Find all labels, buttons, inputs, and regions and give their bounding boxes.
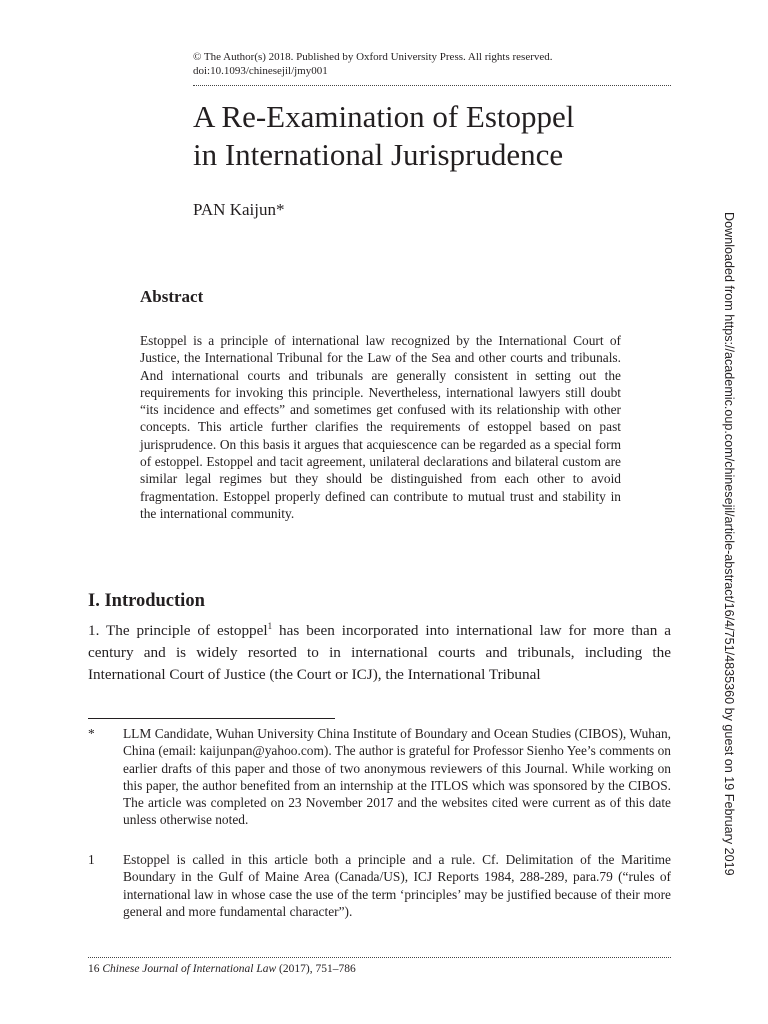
footnote-mark: 1 bbox=[88, 852, 95, 867]
footnote-separator bbox=[88, 718, 335, 719]
copyright-notice bbox=[193, 50, 553, 78]
doi-line: doi:10.1093/chinesejil/jmy001 bbox=[193, 65, 328, 77]
download-watermark bbox=[720, 212, 738, 876]
footnote-mark: * bbox=[88, 726, 95, 741]
title-line-1: A Re-Examination of Estoppel bbox=[193, 99, 575, 134]
footnote-text: LLM Candidate, Wuhan University China Institute of Boundary and Ocean Studies (CIBOS), Wuhan, China (email: kaijunpan@yahoo.com). The author is grateful for Professor Sienho Yee’s comments on earlier drafts of this paper and those of two anonymous reviewers of this Journal. While working on this paper, the author benefited from an internship at the ITLOS which was sponsored by the CIBOS. The article was completed on 23 November 2017 and the websites cited were current as of this date unless otherwise noted. bbox=[123, 726, 671, 828]
footnote-reference: 1 bbox=[267, 620, 273, 631]
volume-citation: (2017), 751–786 bbox=[279, 963, 356, 975]
footnote-author bbox=[88, 725, 671, 829]
page-number: 16 bbox=[88, 963, 100, 975]
download-note: Downloaded from https://academic.oup.com/chinesejil/article-abstract/16/4/751/4835360 by guest on 19 February 2019 bbox=[722, 212, 736, 876]
footer-divider bbox=[88, 957, 671, 958]
abstract-text: Estoppel is a principle of international law recognized by the International Court of Justice, the International Tribunal for the Law of the Sea and other courts and tribunals. And international courts and tribunals are generally consistent in setting out the requirements for invoking this principle. Nevertheless, international lawyers still doubt “its incidence and effects” and sometimes get confused with its relationship with other concepts. This article further clarifies the requirements of estoppel based on past jurisprudence. On this basis it argues that acquiescence can be regarded as a special form of estoppel. Estoppel and tacit agreement, unilateral declarations and bilateral custom are similar legal regimes but they should be distinguished from each other to avoid fragmentation. Estoppel properly defined can contribute to mutual trust and stability in the international community. bbox=[140, 333, 621, 521]
intro-text-start: 1. The principle of estoppel bbox=[88, 622, 268, 639]
footnote-1 bbox=[88, 851, 671, 920]
footnote-text: Estoppel is called in this article both a principle and a rule. Cf. Delimitation of the Maritime Boundary in the Gulf of Maine Area (Canada/US), ICJ Reports 1984, 288-289, para.79 (“rules of international law in whose case the use of the term ‘principles’ may be justified because of their more general and more fundamental character”). bbox=[123, 852, 671, 919]
abstract-heading: Abstract bbox=[140, 287, 204, 306]
copyright-line: © The Author(s) 2018. Published by Oxford University Press. All rights reserved. bbox=[193, 51, 553, 63]
intro-text-rest: has been incorporated into international law for more than a century and is widely resorted to in international courts and tribunals, including the International Court of Justice (the Court or ICJ), the International Tribunal bbox=[88, 622, 671, 684]
header-divider bbox=[193, 85, 671, 86]
journal-name: Chinese Journal of International Law bbox=[102, 963, 277, 975]
article-title bbox=[193, 98, 574, 174]
author-name: PAN Kaijun* bbox=[193, 200, 285, 219]
page-footer bbox=[88, 962, 356, 976]
title-line-2: in International Jurisprudence bbox=[193, 137, 564, 172]
introduction-heading: I. Introduction bbox=[88, 591, 205, 611]
introduction-paragraph bbox=[88, 620, 671, 687]
